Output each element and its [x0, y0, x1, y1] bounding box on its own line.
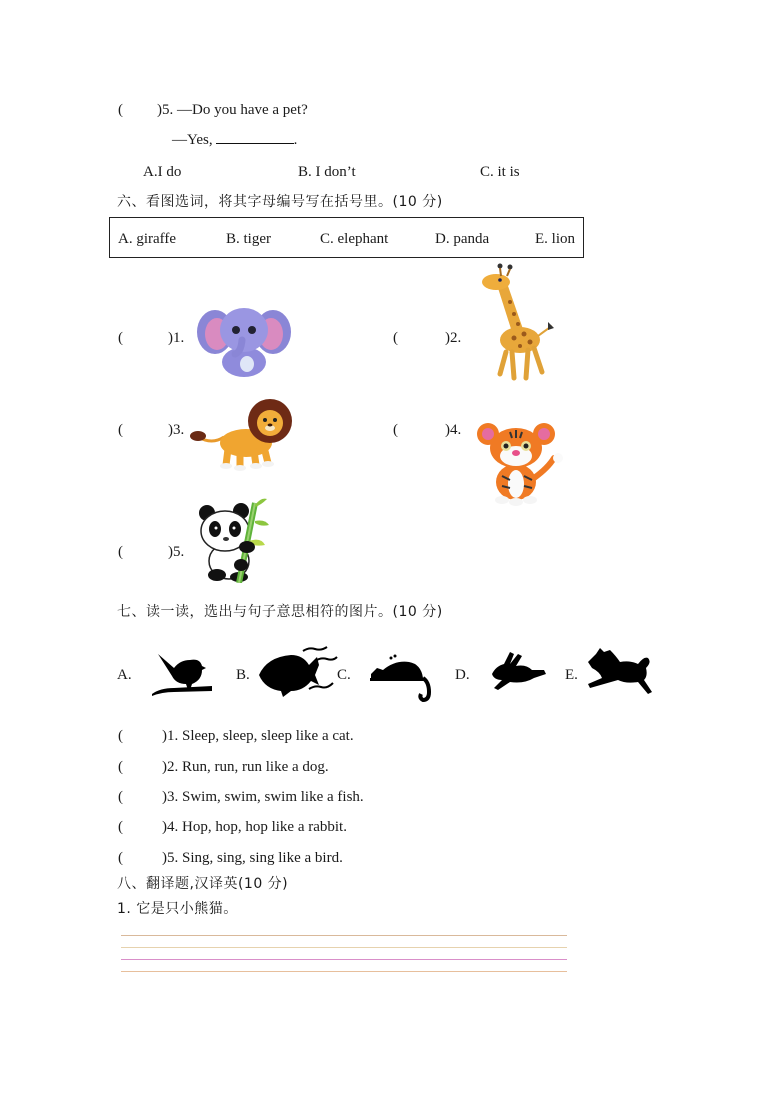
s7-item4-bracket[interactable]: (: [118, 819, 123, 835]
s6-item4-label: )4.: [445, 422, 462, 438]
q5-answer-line: —Yes, .: [172, 132, 298, 148]
writing-line-1[interactable]: [121, 935, 567, 936]
s7-item5-bracket[interactable]: (: [118, 850, 123, 866]
q5-bracket-open[interactable]: (: [118, 102, 123, 118]
s7-item3-bracket[interactable]: (: [118, 789, 123, 805]
section6-title: 六、看图选词，将其字母编号写在括号里。(10 分): [117, 194, 443, 210]
pic-label-b: B.: [236, 667, 250, 683]
section7-title: 七、读一读，选出与句子意思相符的图片。(10 分): [117, 604, 443, 620]
word-bank-box: [109, 217, 584, 258]
s6-item5-label: )5.: [168, 544, 185, 560]
s6-item1-bracket[interactable]: (: [118, 330, 123, 346]
panda-icon: [195, 497, 275, 583]
s6-item2-label: )2.: [445, 330, 462, 346]
writing-line-2[interactable]: [121, 947, 567, 948]
fish-silhouette-icon: [257, 645, 341, 699]
dog-silhouette-icon: [586, 646, 656, 698]
word-giraffe: A. giraffe: [118, 231, 177, 247]
s7-item1-text: )1. Sleep, sleep, sleep like a cat.: [162, 728, 354, 744]
s6-item2-bracket[interactable]: (: [393, 330, 398, 346]
q5-option-c: C. it is: [480, 164, 520, 180]
elephant-icon: [195, 300, 293, 380]
word-tiger: B. tiger: [226, 231, 271, 247]
s7-item5-text: )5. Sing, sing, sing like a bird.: [162, 850, 343, 866]
answer-blank[interactable]: [216, 131, 294, 144]
pic-label-e: E.: [565, 667, 578, 683]
s6-item1-label: )1.: [168, 330, 185, 346]
translation-question-1: 1. 它是只小熊猫。: [117, 901, 238, 917]
tiger-icon: [472, 418, 570, 508]
word-panda: D. panda: [435, 231, 490, 247]
s7-item2-text: )2. Run, run, run like a dog.: [162, 759, 329, 775]
s7-item3-text: )3. Swim, swim, swim like a fish.: [162, 789, 364, 805]
writing-line-4[interactable]: [121, 971, 567, 972]
word-lion: E. lion: [535, 231, 575, 247]
bird-silhouette-icon: [150, 650, 214, 696]
q5-option-a: A.I do: [143, 164, 182, 180]
s6-item4-bracket[interactable]: (: [393, 422, 398, 438]
s6-item5-bracket[interactable]: (: [118, 544, 123, 560]
pic-label-a: A.: [117, 667, 132, 683]
lion-icon: [188, 393, 296, 471]
s6-item3-label: )3.: [168, 422, 185, 438]
s7-item1-bracket[interactable]: (: [118, 728, 123, 744]
giraffe-icon: [470, 262, 555, 384]
s7-item4-text: )4. Hop, hop, hop like a rabbit.: [162, 819, 347, 835]
q5-option-b: B. I don’t: [298, 164, 356, 180]
q5-question: )5. —Do you have a pet?: [157, 102, 308, 118]
pic-label-d: D.: [455, 667, 470, 683]
section8-title: 八、翻译题,汉译英(10 分): [117, 876, 289, 892]
word-elephant: C. elephant: [320, 231, 389, 247]
s6-item3-bracket[interactable]: (: [118, 422, 123, 438]
rabbit-silhouette-icon: [490, 650, 548, 692]
cat-silhouette-icon: [369, 652, 435, 704]
pic-label-c: C.: [337, 667, 351, 683]
writing-line-3[interactable]: [121, 959, 567, 960]
s7-item2-bracket[interactable]: (: [118, 759, 123, 775]
